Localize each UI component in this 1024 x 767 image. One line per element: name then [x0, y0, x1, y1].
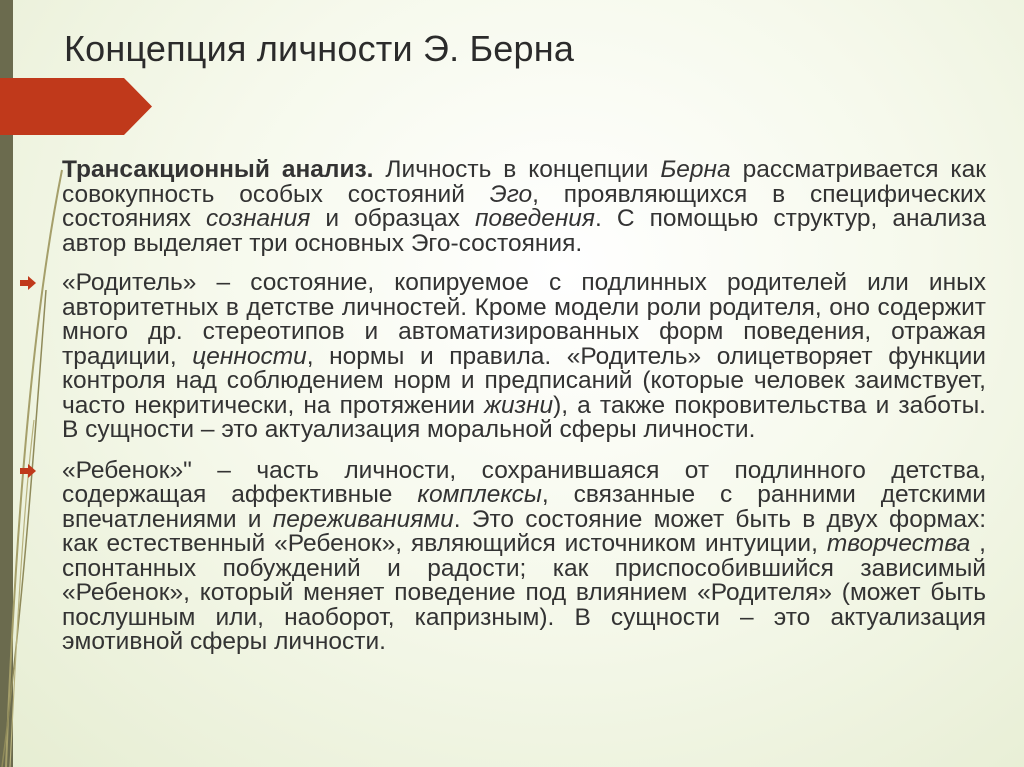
bullet-term: комплексы [417, 481, 542, 508]
bullet-term: ценности [192, 342, 307, 370]
bullet-text: , спонтанных побуждений и радости; как приспособившийся зависимый «Ребенок», который меняет поведение под влиянием «Родителя» (может быть послушным или, наоборот, капризным). В сущности – это актуализация эмотивной сферы личности. [62, 530, 986, 655]
arrow-bullet-icon [20, 276, 36, 290]
intro-term: Эго [489, 180, 533, 208]
intro-text: , проявляющихся в специфических состояниях [62, 180, 986, 232]
bullet-term: переживаниями [272, 505, 454, 533]
intro-term: поведения [474, 205, 596, 232]
intro-term: сознания [206, 205, 311, 232]
intro-text: Личность в концепции [373, 156, 661, 183]
intro-text: и образцах [310, 205, 475, 232]
title-accent-arrow [0, 78, 152, 135]
bullet-text: , нормы и правила. «Родитель» олицетворяет функции контроля над соблюдением норм и предписаний (которые человек заимствует, часто некритически, на протяжении [62, 342, 986, 419]
slide-body [62, 158, 986, 671]
intro-text: . С помощью структур, анализа автор выделяет три основных Эго-состояния. [62, 205, 986, 257]
slide-title: Концепция личности Э. Берна [64, 28, 575, 69]
intro-term: Берна [660, 156, 731, 183]
bullet-text: . Это состояние может быть в двух формах: как естественный «Ребенок», являющийся источником интуиции, [62, 505, 986, 557]
bullet-parent [62, 271, 986, 443]
bullet-child [62, 456, 986, 655]
bullet-term: творчества [826, 530, 971, 557]
intro-paragraph [62, 158, 986, 256]
bullet-text: «Ребенок»" – часть личности, сохранившаяся от подлинного детства, содержащая аффективные [62, 456, 986, 508]
bullet-text: «Родитель» – состояние, копируемое с подлинных родителей или иных авторитетных в детстве личностей. Кроме модели роли родителя, оно содержит много др. стереотипов и автоматизированных форм поведения, отражая традиции, [62, 269, 986, 370]
bullet-text: ), а также покровительства и заботы. В сущности – это актуализация моральной сферы личности. [62, 391, 986, 443]
intro-text: рассматривается как совокупность особых состояний [62, 156, 986, 208]
intro-heading: Трансакционный анализ. [62, 156, 374, 183]
bullet-text: , связанные с ранними детскими впечатлениями и [62, 481, 986, 533]
arrow-bullet-icon [20, 464, 36, 478]
bullet-term: жизни [484, 391, 554, 419]
